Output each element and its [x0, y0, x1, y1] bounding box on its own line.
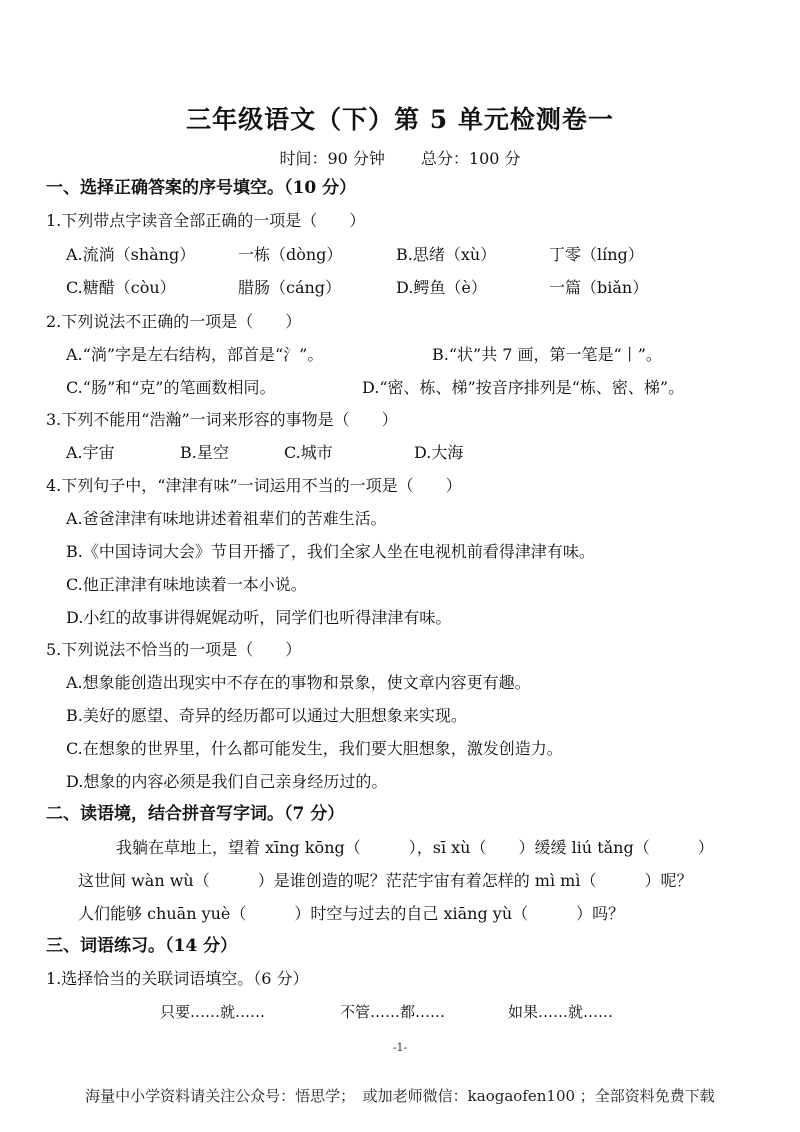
pinyin-line-3: 人们能够 chuān yuè（ ）时空与过去的自己 xiāng yù（ ）吗？	[78, 904, 625, 923]
q3-stem: 3.下列不能用“浩瀚”一词来形容的事物是（ ）	[46, 410, 398, 429]
q3-option-a: A.宇宙	[66, 443, 115, 462]
q5-option-b: B.美好的愿望、奇异的经历都可以通过大胆想象来实现。	[66, 706, 467, 725]
q1-option-c1: C.糖醋（còu）	[66, 278, 176, 297]
q2-option-a: A.“淌”字是左右结构，部首是“氵”。	[66, 345, 324, 364]
page-title: 三年级语文（下）第 5 单元检测卷一	[186, 105, 614, 134]
q4-option-c: C.他正津津有味地读着一本小说。	[66, 575, 307, 594]
pinyin-line-1: 我躺在草地上，望着 xīng kōng（ ），sī xù（ ）缓缓 liú tǎng（ ）	[116, 838, 714, 857]
q4-stem: 4.下列句子中，“津津有味”一词运用不当的一项是（ ）	[46, 476, 462, 495]
s3-q1-stem: 1.选择恰当的关联词语填空。（6 分）	[46, 969, 309, 988]
q4-option-b: B.《中国诗词大会》节目开播了，我们全家人坐在电视机前看得津津有味。	[66, 542, 595, 561]
q2-stem: 2.下列说法不正确的一项是（ ）	[46, 312, 302, 331]
q1-option-a2: 一栋（dòng）	[238, 245, 343, 264]
q5-option-a: A.想象能创造出现实中不存在的事物和景象，使文章内容更有趣。	[66, 673, 531, 692]
q2-option-c: C.“肠”和“克”的笔画数相同。	[66, 378, 276, 397]
q3-option-d: D.大海	[414, 443, 464, 462]
section-3-heading: 三、词语练习。（14 分）	[46, 936, 238, 956]
q3-option-b: B.星空	[180, 443, 229, 462]
q1-option-a1: A.流淌（shàng）	[66, 245, 196, 264]
q5-stem: 5.下列说法不恰当的一项是（ ）	[46, 640, 302, 659]
conjunction-option-2: 不管……都……	[340, 1003, 446, 1021]
section-2-heading: 二、读语境，结合拼音写字词。（7 分）	[46, 804, 345, 824]
q1-option-c2: 腊肠（cáng）	[238, 278, 342, 297]
q2-option-b: B.“状”共 7 画，第一笔是“丨”。	[432, 345, 662, 364]
q2-option-d: D.“密、栋、梯”按音序排列是“栋、密、梯”。	[362, 378, 685, 397]
q1-option-b2: 丁零（líng）	[549, 245, 644, 264]
q1-option-d1: D.鳄鱼（è）	[396, 278, 487, 297]
q5-option-c: C.在想象的世界里，什么都可能发生，我们要大胆想象，激发创造力。	[66, 739, 563, 758]
q5-option-d: D.想象的内容必须是我们自己亲身经历过的。	[66, 772, 388, 791]
conjunction-option-3: 如果……就……	[508, 1003, 614, 1021]
pinyin-line-2: 这世间 wàn wù（ ）是谁创造的呢？茫茫宇宙有着怎样的 mì mì（ ）呢？	[78, 871, 693, 890]
q4-option-d: D.小红的故事讲得娓娓动听，同学们也听得津津有味。	[66, 608, 452, 627]
exam-score: 总分：100 分	[420, 149, 521, 168]
exam-meta	[0, 146, 800, 169]
q1-option-b1: B.思绪（xù）	[396, 245, 497, 264]
q3-option-c: C.城市	[284, 443, 333, 462]
q1-stem: 1.下列带点字读音全部正确的一项是（ ）	[46, 211, 366, 230]
exam-time: 时间：90 分钟	[279, 149, 385, 168]
page-number: -1-	[392, 1041, 408, 1054]
section-1-heading: 一、选择正确答案的序号填空。（10 分）	[46, 178, 357, 198]
conjunction-option-1: 只要……就……	[160, 1003, 266, 1021]
footer-notice: 海量中小学资料请关注公众号：悟思学； 或加老师微信：kaogaofen100 ；全部资料免费下载	[85, 1087, 715, 1105]
q4-option-a: A.爸爸津津有味地讲述着祖辈们的苦难生活。	[66, 509, 387, 528]
q1-option-d2: 一篇（biǎn）	[549, 278, 649, 297]
